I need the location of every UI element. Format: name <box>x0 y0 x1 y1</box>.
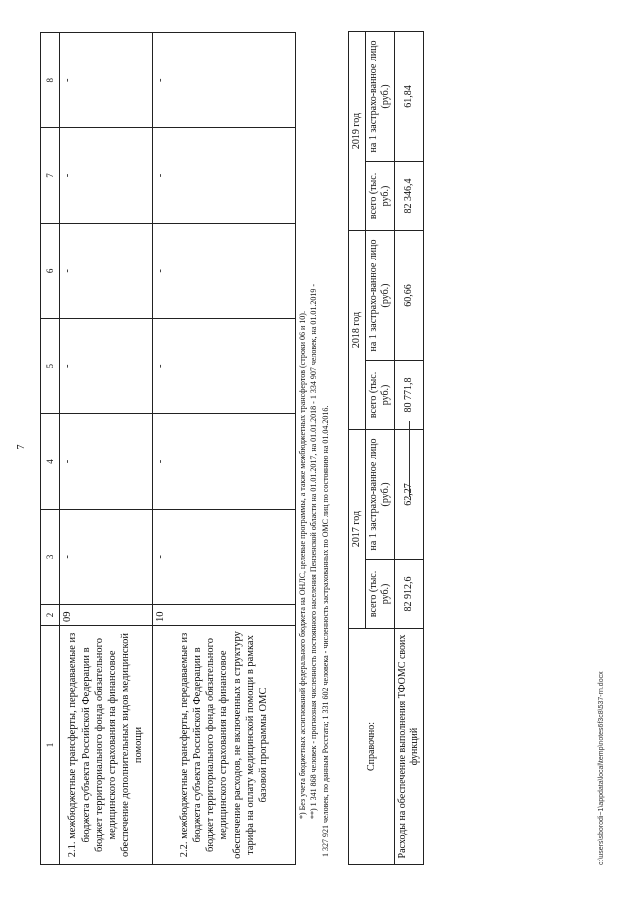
table-header-row <box>41 33 60 865</box>
row-code: 09 <box>60 605 153 626</box>
reference-label: Справочно: <box>349 629 395 865</box>
table-row <box>153 33 296 865</box>
row-value: - <box>60 128 153 223</box>
reference-value: 61,84 <box>395 32 424 162</box>
subheader-per-person: на 1 застрахо-ванное лицо (руб.) <box>366 231 395 361</box>
header-cell: 6 <box>41 223 60 318</box>
row-value: - <box>60 33 153 128</box>
reference-year-row <box>349 32 366 865</box>
row-name: 2.2. межбюджетные трансферты, передаваемые из бюджета субъекта Российской Федерации в бюджет территориального фонда обязательного медицинского страхования на финансовое обеспечение расходов, не включенных в структуру тарифа на оплату медицинской помощи в рамках базовой программы ОМС <box>153 626 296 865</box>
reference-value: 82 912,6 <box>395 559 424 628</box>
header-cell: 8 <box>41 33 60 128</box>
row-value: - <box>153 223 296 318</box>
row-value: - <box>153 319 296 414</box>
page-number: 7 <box>16 444 27 450</box>
reference-value: 62,27 <box>395 430 424 560</box>
header-cell: 2 <box>41 605 60 626</box>
header-cell: 7 <box>41 128 60 223</box>
divider-line <box>409 421 410 497</box>
row-value: - <box>153 414 296 509</box>
header-cell: 4 <box>41 414 60 509</box>
reference-value: 80 771,8 <box>395 360 424 429</box>
row-name: 2.1. межбюджетные трансферты, передаваемые из бюджета субъекта Российской Федерации в бюджет территориального фонда обязательного медицинского страхования на финансовое обеспечение дополнительных видов медицинской помощи <box>60 626 153 865</box>
row-code: 10 <box>153 605 296 626</box>
footnote-3: 1 327 921 человек, по данным Росстата; 1 331 602 человека - численность застрахованных по ОМС лиц по состоянию на 01.04.2016. <box>321 405 330 857</box>
reference-row-label: Расходы на обеспечение выполнения ТФОМС своих функций <box>395 629 424 865</box>
subheader-total: всего (тыс. руб.) <box>366 360 395 429</box>
main-table <box>40 32 296 865</box>
year-header: 2019 год <box>349 32 366 231</box>
subheader-total: всего (тыс. руб.) <box>366 559 395 628</box>
table-row <box>60 33 153 865</box>
reference-value: 60,66 <box>395 231 424 361</box>
header-cell: 3 <box>41 509 60 604</box>
subheader-per-person: на 1 застрахо-ванное лицо (руб.) <box>366 430 395 560</box>
row-value: - <box>60 223 153 318</box>
year-header: 2017 год <box>349 430 366 629</box>
row-value: - <box>153 509 296 604</box>
header-cell: 5 <box>41 319 60 414</box>
reference-table <box>348 31 424 865</box>
file-path: c:\users\sborodi~1\appdata\local\temp\notes6f3c8\537-rn.docx <box>598 671 605 865</box>
footnote-2: **) 1 341 868 человек - прогнозная численность постоянного населения Пензенской области на 01.01.2017, на 01.01.2018 - 1 334 907 человек, на 01.01.2019 - <box>309 283 318 819</box>
subheader-total: всего (тыс. руб.) <box>366 161 395 230</box>
row-value: - <box>60 319 153 414</box>
row-value: - <box>60 509 153 604</box>
reference-value: 82 346,4 <box>395 161 424 230</box>
row-value: - <box>153 128 296 223</box>
row-value: - <box>60 414 153 509</box>
header-cell: 1 <box>41 626 60 865</box>
subheader-per-person: на 1 застрахо-ванное лицо (руб.) <box>366 32 395 162</box>
footnote-1: *) Без учета бюджетных ассигнований федерального бюджета на ОНЛС, целевые программы, а также межбюджетных трансфертов (строки 06 и 10). <box>298 311 307 819</box>
year-header: 2018 год <box>349 231 366 430</box>
row-value: - <box>153 33 296 128</box>
